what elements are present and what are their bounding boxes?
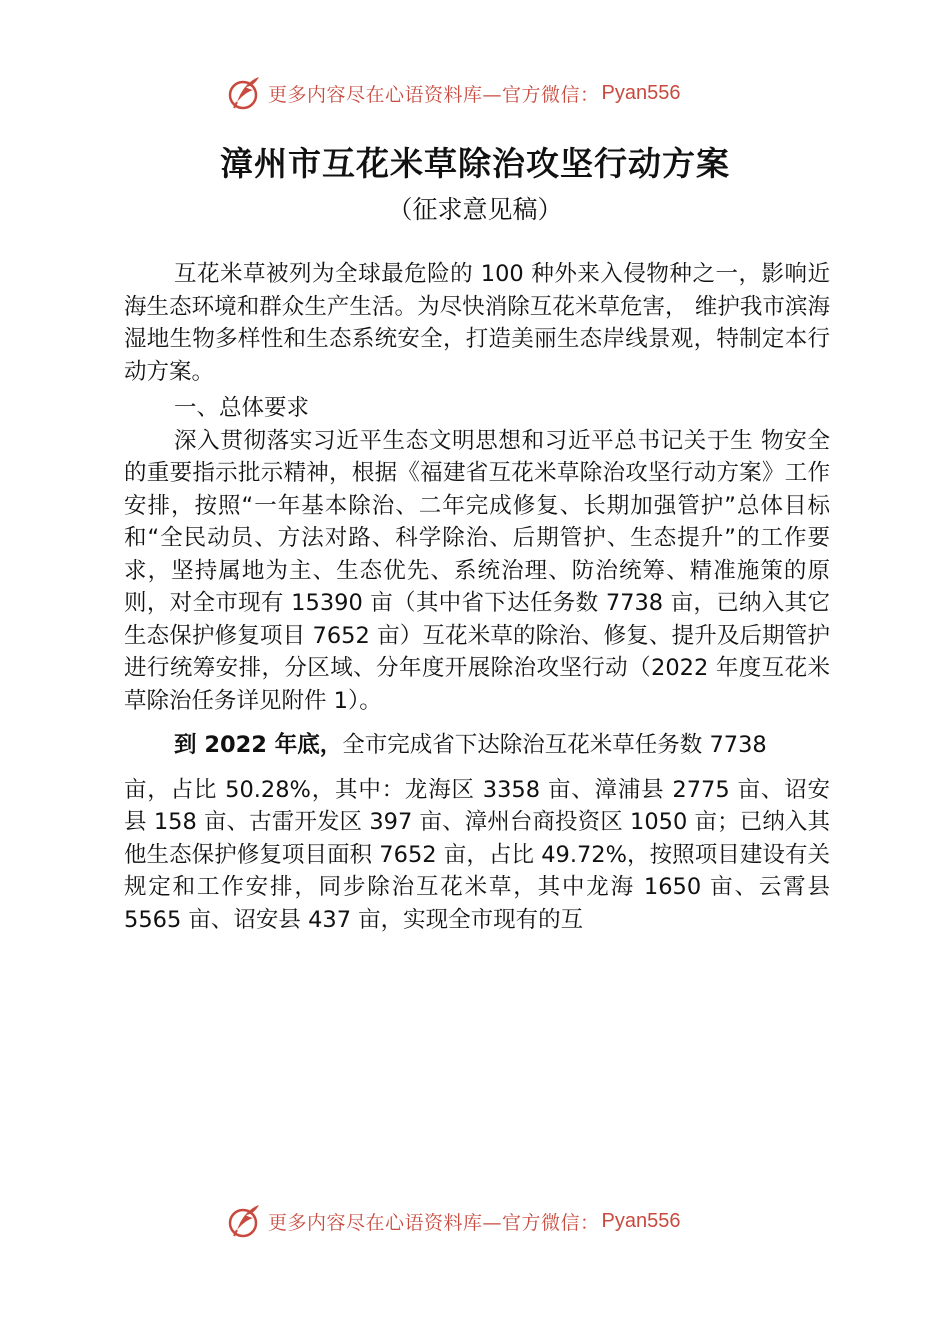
section-paragraph: 深入贯彻落实习近平生态文明思想和习近平总书记关于生 物安全的重要指示批示精神，根据《福建省互花米草除治攻坚行动方案》工作安排，按照“一年基本除治、二年完成修复、长期加强管护”总体目标和“全民动员、方法对路、科学除治、后期管护、生态提升”的工作要求，坚持属地为主、生态优先、系统治理、防治统筹、精准施策的原则，对全市现有 15390 亩（其中省下达任务数 7738 亩，已纳入其它生态保护修复项目 7652 亩）互花米草的除治、修复、提升及后期管护进行统筹安排，分区域、分年度开展除治攻坚行动（2022 年度互花米草除治任务详见附件 1）。 [124, 427, 830, 714]
watermark-wechat-id: Pyan556 [601, 81, 681, 104]
goal-bold-lead: 到 2022 年底， [174, 732, 343, 758]
goal-paragraph [124, 729, 830, 936]
feather-pen-logo-icon [226, 1202, 264, 1240]
document-title: 漳州市互花米草除治攻坚行动方案 [220, 144, 730, 183]
watermark-text: 更多内容尽在心语资料库—官方微信： [268, 1211, 600, 1234]
goal-line-one: 全市完成省下达除治互花米草任务数 7738 [342, 732, 767, 758]
document-subtitle: （征求意见稿） [387, 195, 563, 224]
goal-continuation: 亩，占比 50.28%，其中：龙海区 3358 亩、漳浦县 2775 亩、诏安县 158 亩、古雷开发区 397 亩、漳州台商投资区 1050 亩；已纳入其他生态保护修复项目面积 7652 亩，占比 49.72%，按照项目建设有关规定和工作安排，同步除治互花米草，其中龙海 1650 亩、云霄县 5565 亩、诏安县 437 亩，实现全市现有的互 [124, 776, 830, 933]
section-heading: 一、总体要求 [174, 395, 310, 421]
feather-pen-logo-icon [226, 74, 264, 112]
watermark-footer [226, 1201, 680, 1241]
watermark-header [226, 73, 680, 113]
watermark-wechat-id: Pyan556 [601, 1209, 681, 1232]
document-body [124, 258, 830, 936]
watermark-text: 更多内容尽在心语资料库—官方微信： [268, 83, 600, 106]
intro-paragraph: 互花米草被列为全球最危险的 100 种外来入侵物种之一，影响近海生态环境和群众生产生活。为尽快消除互花米草危害， 维护我市滨海湿地生物多样性和生态系统安全，打造美丽生态岸线景观，特制定本行动方案。 [124, 261, 830, 385]
